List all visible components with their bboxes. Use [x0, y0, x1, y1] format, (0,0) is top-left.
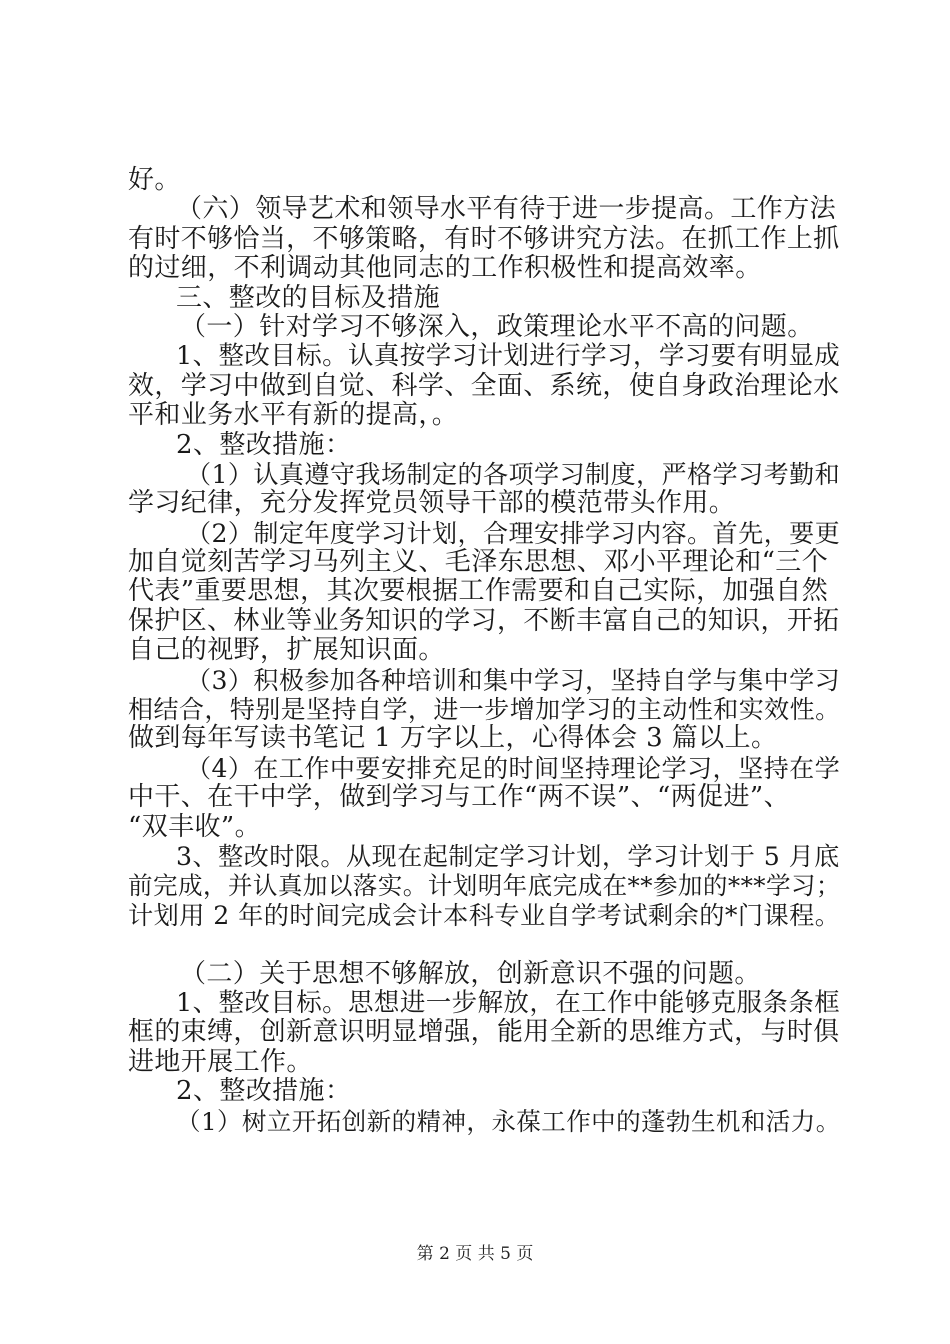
- text-line: 三、整改的目标及措施: [176, 282, 441, 313]
- text-line: 1、整改目标。思想进一步解放，在工作中能够克服条条框: [176, 987, 841, 1018]
- text-line: （4）在工作中要安排充足的时间坚持理论学习，坚持在学: [186, 753, 841, 783]
- text-line: 自己的视野，扩展知识面。: [128, 635, 445, 666]
- text-line: （二）关于思想不够解放，创新意识不强的问题。: [180, 958, 761, 989]
- text-line: 做到每年写读书笔记 1 万字以上，心得体会 3 篇以上。: [128, 723, 778, 754]
- text-line: 2、整改措施：: [176, 429, 352, 460]
- text-line: 进地开展工作。: [128, 1046, 313, 1077]
- text-line: 的过细，不利调动其他同志的工作积极性和提高效率。: [128, 253, 762, 284]
- text-line: （3）积极参加各种培训和集中学习，坚持自学与集中学习: [186, 665, 841, 695]
- text-line: 效，学习中做到自觉、科学、全面、系统，使自身政治理论水: [128, 370, 840, 401]
- text-line: 计划用 2 年的时间完成会计本科专业自学考试剩余的*门课程。: [128, 900, 841, 930]
- text-line: 有时不够恰当，不够策略，有时不够讲究方法。在抓工作上抓: [128, 223, 840, 254]
- document-body: [128, 166, 840, 1136]
- text-line: （1）树立开拓创新的精神，永葆工作中的蓬勃生机和活力。: [176, 1106, 841, 1136]
- text-line: “双丰收”。: [128, 811, 261, 842]
- text-line: 保护区、林业等业务知识的学习，不断丰富自己的知识，开拓: [128, 605, 840, 636]
- text-line: 框的束缚，创新意识明显增强，能用全新的思维方式，与时俱: [128, 1017, 840, 1048]
- text-line: 3、整改时限。从现在起制定学习计划，学习计划于 5 月底: [176, 841, 840, 871]
- text-line: 学习纪律，充分发挥党员领导干部的模范带头作用。: [128, 488, 736, 519]
- text-line: 中干、在干中学，做到学习与工作“两不误”、“两促进”、: [128, 782, 790, 813]
- text-line: 前完成，并认真加以落实。计划明年底完成在**参加的***学习；: [128, 871, 841, 901]
- text-line: 加自觉刻苦学习马列主义、毛泽东思想、邓小平理论和“三个: [128, 547, 829, 578]
- text-line: 1、整改目标。认真按学习计划进行学习，学习要有明显成: [176, 341, 841, 372]
- text-line: 好。: [128, 165, 181, 195]
- paragraph-gap: [128, 930, 840, 959]
- page-footer: 第 2 页 共 5 页: [416, 1244, 534, 1264]
- text-line: 相结合，特别是坚持自学，进一步增加学习的主动性和实效性。: [128, 695, 841, 725]
- text-line: 代表”重要思想，其次要根据工作需要和自己实际，加强自然: [128, 576, 829, 607]
- text-line: （1）认真遵守我场制定的各项学习制度，严格学习考勤和: [186, 459, 841, 489]
- text-line: （2）制定年度学习计划，合理安排学习内容。首先，要更: [186, 518, 841, 548]
- text-line: （六）领导艺术和领导水平有待于进一步提高。工作方法: [176, 194, 837, 225]
- text-line: 平和业务水平有新的提高，。: [128, 400, 459, 431]
- text-line: 2、整改措施：: [176, 1076, 352, 1107]
- text-line: （一）针对学习不够深入，政策理论水平不高的问题。: [180, 311, 814, 342]
